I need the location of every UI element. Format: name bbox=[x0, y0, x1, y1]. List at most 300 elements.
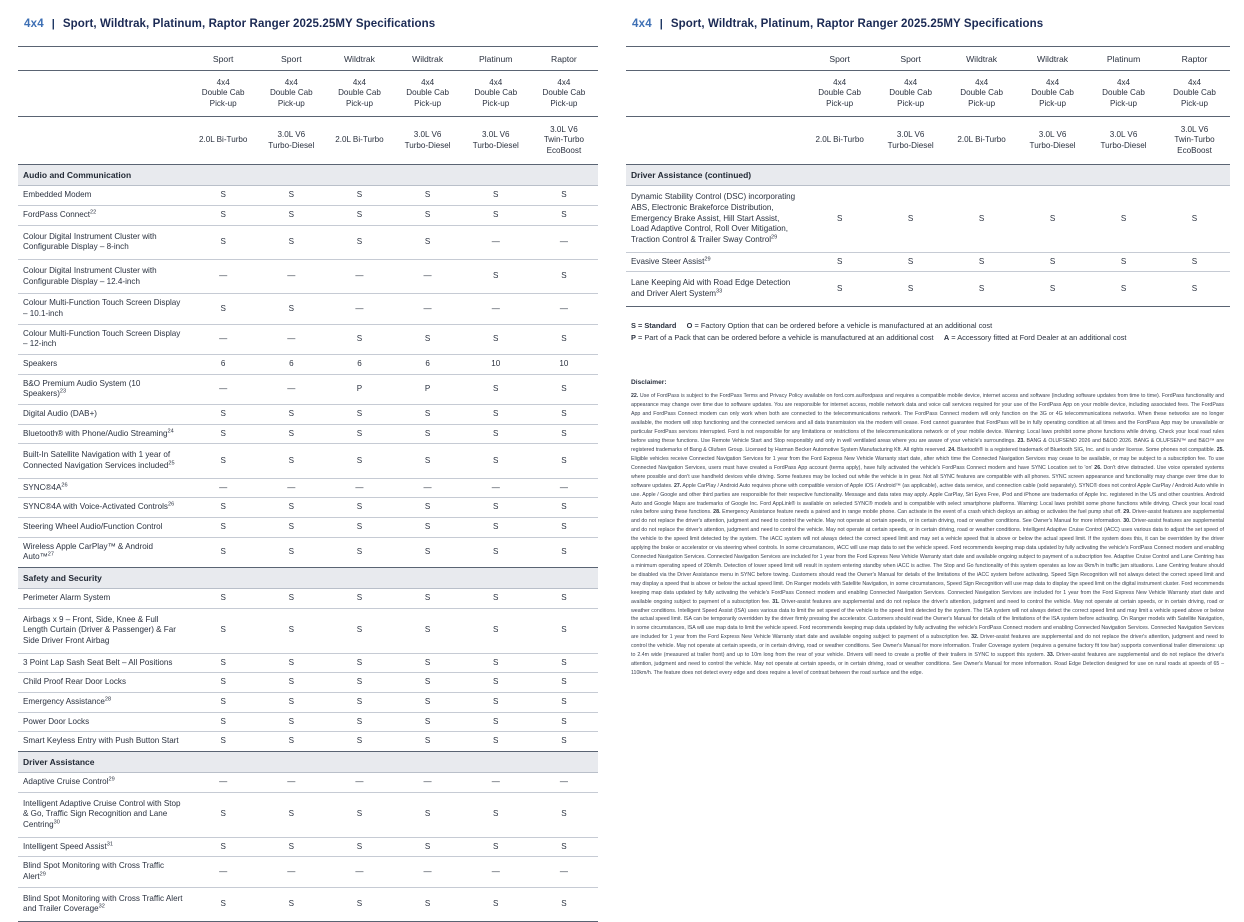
footnote-marker: 26 bbox=[61, 481, 68, 488]
availability-cell: S bbox=[394, 205, 462, 225]
availability-cell: S bbox=[530, 608, 598, 653]
row-label: Airbags x 9 – Front, Side, Knee & Full Length Curtain (Driver & Passenger) & Far Side Driver Front Airbag bbox=[18, 608, 189, 653]
availability-cell: S bbox=[394, 404, 462, 424]
row-label: Intelligent Speed Assist$^{31}$ bbox=[18, 837, 189, 857]
availability-cell: S bbox=[530, 588, 598, 608]
table-row bbox=[626, 252, 1230, 272]
column-header-trim: Sport bbox=[257, 47, 325, 71]
section-header-row bbox=[626, 165, 1230, 186]
table-row bbox=[626, 272, 1230, 306]
row-label: SYNC®4A with Voice-Activated Controls$^{26}$ bbox=[18, 498, 189, 518]
availability-cell: S bbox=[257, 732, 325, 752]
availability-cell: S bbox=[325, 186, 393, 206]
availability-cell: S bbox=[394, 673, 462, 693]
availability-cell: S bbox=[462, 588, 530, 608]
disclaimer-block bbox=[626, 379, 1230, 678]
availability-cell: S bbox=[462, 608, 530, 653]
availability-cell: S bbox=[394, 692, 462, 712]
availability-cell: — bbox=[394, 772, 462, 792]
availability-cell: S bbox=[1159, 272, 1230, 306]
availability-cell: S bbox=[394, 608, 462, 653]
footnote-marker: 28 bbox=[104, 696, 112, 703]
engine-value: 2.0L Bi-Turbo bbox=[946, 117, 1017, 165]
header-separator: | bbox=[659, 18, 663, 30]
footnote-marker: 29 bbox=[771, 234, 778, 241]
row-label: Lane Keeping Aid with Road Edge Detection and Driver Alert System$^{33}$ bbox=[626, 272, 804, 306]
availability-cell: S bbox=[394, 792, 462, 837]
column-header-bodystyle: 4x4 Double Cab Pick-up bbox=[946, 71, 1017, 117]
page-left bbox=[0, 0, 612, 914]
legend-line-1 bbox=[631, 320, 1230, 333]
availability-cell: — bbox=[462, 772, 530, 792]
availability-cell: S bbox=[394, 444, 462, 478]
column-header-bodystyle: 4x4 Double Cab Pick-up bbox=[189, 71, 257, 117]
availability-cell: S bbox=[530, 324, 598, 354]
table-row bbox=[18, 374, 598, 404]
page-right bbox=[612, 0, 1244, 700]
availability-cell: S bbox=[189, 588, 257, 608]
availability-cell: S bbox=[257, 792, 325, 837]
table-row bbox=[18, 653, 598, 673]
row-label: Dynamic Stability Control (DSC) incorporating ABS, Electronic Brakeforce Distribution, Emergency Brake Assist, Hill Start Assist, Load Adaptive Control, Roll Over Mitigation, Traction Control & Trailer Sway Control$^{29}$ bbox=[626, 186, 804, 252]
availability-cell: S bbox=[394, 517, 462, 537]
table-row bbox=[18, 498, 598, 518]
row-label: Speakers bbox=[18, 354, 189, 374]
footnote-marker: 24 bbox=[167, 427, 174, 434]
availability-cell: S bbox=[189, 653, 257, 673]
availability-cell: S bbox=[189, 732, 257, 752]
availability-cell: S bbox=[325, 498, 393, 518]
engine-value: 3.0L V6 Turbo-Diesel bbox=[257, 117, 325, 165]
engine-value: 3.0L V6 Twin-Turbo EcoBoost bbox=[1159, 117, 1230, 165]
availability-cell: S bbox=[189, 517, 257, 537]
table-row bbox=[18, 857, 598, 887]
footnote-marker: 31 bbox=[106, 840, 113, 847]
column-header-bodystyle: 4x4 Double Cab Pick-up bbox=[1088, 71, 1159, 117]
row-label: Wireless Apple CarPlay™ & Android Auto™$^{27}$ bbox=[18, 537, 189, 567]
availability-cell: S bbox=[189, 404, 257, 424]
availability-cell: S bbox=[804, 186, 875, 252]
availability-cell: — bbox=[257, 857, 325, 887]
availability-cell: S bbox=[325, 444, 393, 478]
availability-cell: S bbox=[257, 608, 325, 653]
availability-cell: S bbox=[257, 887, 325, 921]
availability-cell: S bbox=[462, 374, 530, 404]
availability-cell: 6 bbox=[257, 354, 325, 374]
engine-value: 3.0L V6 Turbo-Diesel bbox=[1017, 117, 1088, 165]
column-header-bodystyle: 4x4 Double Cab Pick-up bbox=[1159, 71, 1230, 117]
footnote-marker: 25 bbox=[168, 460, 175, 467]
availability-cell: S bbox=[1159, 252, 1230, 272]
availability-cell: S bbox=[1159, 186, 1230, 252]
availability-cell: S bbox=[462, 887, 530, 921]
availability-cell: S bbox=[394, 225, 462, 259]
availability-cell: S bbox=[325, 517, 393, 537]
availability-cell: S bbox=[462, 732, 530, 752]
row-label: Colour Multi-Function Touch Screen Display – 10.1-inch bbox=[18, 294, 189, 324]
page-title: Sport, Wildtrak, Platinum, Raptor Ranger 2025.25MY Specifications bbox=[670, 18, 1044, 30]
spec-table-left bbox=[18, 46, 598, 922]
availability-cell: — bbox=[462, 478, 530, 498]
table-row bbox=[18, 225, 598, 259]
table-row bbox=[18, 887, 598, 921]
availability-cell: S bbox=[257, 653, 325, 673]
availability-cell: — bbox=[325, 857, 393, 887]
column-header-bodystyle: 4x4 Double Cab Pick-up bbox=[257, 71, 325, 117]
availability-cell: S bbox=[394, 837, 462, 857]
row-label: Colour Digital Instrument Cluster with Configurable Display – 8-inch bbox=[18, 225, 189, 259]
availability-cell: — bbox=[189, 259, 257, 293]
availability-cell: S bbox=[325, 424, 393, 444]
availability-cell: — bbox=[325, 259, 393, 293]
table-row bbox=[18, 732, 598, 752]
availability-cell: — bbox=[462, 294, 530, 324]
availability-cell: — bbox=[257, 772, 325, 792]
availability-cell: S bbox=[946, 252, 1017, 272]
section-title: Driver Assistance bbox=[18, 751, 598, 772]
availability-cell: S bbox=[462, 692, 530, 712]
legend-factory-option: O = Factory Option that can be ordered before a vehicle is manufactured at an additional cost bbox=[686, 320, 993, 330]
availability-cell: 6 bbox=[394, 354, 462, 374]
column-header-bodystyle: 4x4 Double Cab Pick-up bbox=[804, 71, 875, 117]
availability-cell: S bbox=[462, 259, 530, 293]
engine-value: 2.0L Bi-Turbo bbox=[189, 117, 257, 165]
table-row bbox=[18, 772, 598, 792]
table-row bbox=[18, 537, 598, 567]
row-label: Blind Spot Monitoring with Cross Traffic Alert$^{29}$ bbox=[18, 857, 189, 887]
availability-cell: S bbox=[257, 712, 325, 732]
availability-cell: S bbox=[325, 673, 393, 693]
row-label: B&O Premium Audio System (10 Speakers)$^{23}$ bbox=[18, 374, 189, 404]
availability-cell: S bbox=[946, 186, 1017, 252]
row-label: Bluetooth® with Phone/Audio Streaming$^{24}$ bbox=[18, 424, 189, 444]
table-row bbox=[18, 517, 598, 537]
availability-cell: S bbox=[189, 444, 257, 478]
footnote-marker: 26 bbox=[167, 501, 175, 508]
availability-cell: — bbox=[325, 772, 393, 792]
section-title: Audio and Communication bbox=[18, 165, 598, 186]
availability-cell: — bbox=[325, 478, 393, 498]
section-title: Driver Assistance (continued) bbox=[626, 165, 1230, 186]
availability-cell: S bbox=[530, 205, 598, 225]
availability-cell: S bbox=[325, 653, 393, 673]
table-header-trims bbox=[18, 47, 598, 71]
footnote-marker: 29 bbox=[108, 776, 115, 783]
column-header-bodystyle: 4x4 Double Cab Pick-up bbox=[875, 71, 946, 117]
drivetrain-badge: 4x4 bbox=[24, 18, 44, 30]
availability-cell: S bbox=[189, 837, 257, 857]
row-label: Perimeter Alarm System bbox=[18, 588, 189, 608]
column-header-trim: Platinum bbox=[1088, 47, 1159, 71]
availability-cell: S bbox=[462, 837, 530, 857]
availability-cell: S bbox=[325, 692, 393, 712]
availability-cell: S bbox=[1017, 272, 1088, 306]
availability-cell: S bbox=[875, 186, 946, 252]
footnote-marker: 30 bbox=[53, 819, 60, 826]
disclaimer-heading: Disclaimer: bbox=[631, 379, 667, 387]
availability-cell: S bbox=[257, 444, 325, 478]
availability-cell: — bbox=[257, 478, 325, 498]
availability-cell: S bbox=[325, 732, 393, 752]
row-label: 3 Point Lap Sash Seat Belt – All Positions bbox=[18, 653, 189, 673]
availability-cell: — bbox=[530, 857, 598, 887]
availability-cell: — bbox=[257, 374, 325, 404]
legend bbox=[626, 320, 1230, 346]
availability-cell: — bbox=[257, 259, 325, 293]
availability-cell: — bbox=[530, 225, 598, 259]
page-title: Sport, Wildtrak, Platinum, Raptor Ranger 2025.25MY Specifications bbox=[62, 18, 436, 30]
availability-cell: S bbox=[530, 374, 598, 404]
page-header bbox=[24, 18, 598, 30]
availability-cell: S bbox=[394, 887, 462, 921]
availability-cell: — bbox=[394, 478, 462, 498]
header-separator: | bbox=[51, 18, 55, 30]
availability-cell: S bbox=[257, 186, 325, 206]
availability-cell: S bbox=[530, 692, 598, 712]
drivetrain-badge: 4x4 bbox=[632, 18, 652, 30]
availability-cell: S bbox=[875, 252, 946, 272]
availability-cell: S bbox=[257, 673, 325, 693]
column-header-trim: Sport bbox=[189, 47, 257, 71]
availability-cell: S bbox=[257, 225, 325, 259]
availability-cell: — bbox=[462, 857, 530, 887]
row-label-engine bbox=[18, 117, 189, 165]
availability-cell: S bbox=[1017, 252, 1088, 272]
row-label: Digital Audio (DAB+) bbox=[18, 404, 189, 424]
availability-cell: — bbox=[394, 294, 462, 324]
table-header-bodystyles bbox=[18, 71, 598, 117]
availability-cell: S bbox=[189, 186, 257, 206]
spec-table-left-body bbox=[18, 47, 598, 922]
availability-cell: S bbox=[325, 537, 393, 567]
availability-cell: — bbox=[189, 772, 257, 792]
availability-cell: — bbox=[394, 857, 462, 887]
availability-cell: S bbox=[530, 537, 598, 567]
availability-cell: S bbox=[189, 225, 257, 259]
engine-value: 3.0L V6 Turbo-Diesel bbox=[1088, 117, 1159, 165]
availability-cell: S bbox=[189, 792, 257, 837]
availability-cell: S bbox=[257, 517, 325, 537]
row-label: Blind Spot Monitoring with Cross Traffic Alert and Trailer Coverage$^{32}$ bbox=[18, 887, 189, 921]
availability-cell: S bbox=[530, 653, 598, 673]
availability-cell: — bbox=[530, 478, 598, 498]
row-label: Intelligent Adaptive Cruise Control with Stop & Go, Traffic Sign Recognition and Lane Centring$^{30}$ bbox=[18, 792, 189, 837]
footnote-marker: 32 bbox=[98, 903, 105, 910]
availability-cell: S bbox=[875, 272, 946, 306]
availability-cell: 6 bbox=[189, 354, 257, 374]
legend-pack: P = Part of a Pack that can be ordered before a vehicle is manufactured at an additional cost bbox=[631, 333, 934, 343]
legend-standard: S = Standard bbox=[631, 320, 677, 330]
availability-cell: S bbox=[257, 837, 325, 857]
table-row bbox=[18, 354, 598, 374]
engine-value: 2.0L Bi-Turbo bbox=[325, 117, 393, 165]
column-header-bodystyle: 4x4 Double Cab Pick-up bbox=[325, 71, 393, 117]
row-label: Evasive Steer Assist$^{29}$ bbox=[626, 252, 804, 272]
column-header-trim: Wildtrak bbox=[1017, 47, 1088, 71]
availability-cell: S bbox=[530, 732, 598, 752]
availability-cell: S bbox=[189, 692, 257, 712]
availability-cell: — bbox=[325, 294, 393, 324]
row-label: Emergency Assistance$^{28}$ bbox=[18, 692, 189, 712]
column-header-trim: Sport bbox=[804, 47, 875, 71]
availability-cell: — bbox=[530, 772, 598, 792]
availability-cell: 6 bbox=[325, 354, 393, 374]
table-row-engine bbox=[18, 117, 598, 165]
section-header-row bbox=[18, 165, 598, 186]
engine-value: 3.0L V6 Turbo-Diesel bbox=[875, 117, 946, 165]
availability-cell: — bbox=[257, 324, 325, 354]
row-label: Colour Digital Instrument Cluster with Configurable Display – 12.4-inch bbox=[18, 259, 189, 293]
column-header-bodystyle: 4x4 Double Cab Pick-up bbox=[394, 71, 462, 117]
availability-cell: S bbox=[325, 205, 393, 225]
row-label-engine bbox=[626, 117, 804, 165]
availability-cell: S bbox=[189, 673, 257, 693]
footnote-marker: 29 bbox=[39, 871, 46, 878]
row-label: Steering Wheel Audio/Function Control bbox=[18, 517, 189, 537]
engine-value: 3.0L V6 Turbo-Diesel bbox=[462, 117, 530, 165]
column-header-trim: Raptor bbox=[1159, 47, 1230, 71]
availability-cell: S bbox=[189, 294, 257, 324]
section-header-row bbox=[18, 567, 598, 588]
availability-cell: P bbox=[325, 374, 393, 404]
section-header-row bbox=[18, 751, 598, 772]
table-row bbox=[18, 588, 598, 608]
availability-cell: S bbox=[189, 537, 257, 567]
column-header-bodystyle: 4x4 Double Cab Pick-up bbox=[1017, 71, 1088, 117]
availability-cell: S bbox=[530, 259, 598, 293]
availability-cell: S bbox=[462, 498, 530, 518]
header-spacer bbox=[626, 71, 804, 117]
table-header-bodystyles bbox=[626, 71, 1230, 117]
availability-cell: S bbox=[189, 205, 257, 225]
availability-cell: S bbox=[325, 324, 393, 354]
availability-cell: S bbox=[530, 404, 598, 424]
footnote-marker: 33 bbox=[716, 288, 723, 295]
availability-cell: S bbox=[530, 887, 598, 921]
availability-cell: S bbox=[1088, 186, 1159, 252]
page-header-right bbox=[632, 18, 1230, 30]
availability-cell: S bbox=[189, 498, 257, 518]
availability-cell: S bbox=[394, 588, 462, 608]
spec-table-right bbox=[626, 46, 1230, 307]
availability-cell: S bbox=[804, 272, 875, 306]
availability-cell: S bbox=[325, 837, 393, 857]
availability-cell: S bbox=[530, 792, 598, 837]
row-label: Colour Multi-Function Touch Screen Display – 12-inch bbox=[18, 324, 189, 354]
availability-cell: S bbox=[530, 186, 598, 206]
row-label: FordPass Connect$^{22}$ bbox=[18, 205, 189, 225]
table-row bbox=[18, 404, 598, 424]
availability-cell: S bbox=[257, 498, 325, 518]
availability-cell: S bbox=[325, 792, 393, 837]
availability-cell: S bbox=[462, 537, 530, 567]
availability-cell: S bbox=[462, 444, 530, 478]
availability-cell: — bbox=[462, 225, 530, 259]
availability-cell: S bbox=[394, 324, 462, 354]
availability-cell: S bbox=[1088, 272, 1159, 306]
availability-cell: — bbox=[394, 259, 462, 293]
availability-cell: S bbox=[804, 252, 875, 272]
table-row bbox=[18, 259, 598, 293]
table-row bbox=[18, 324, 598, 354]
availability-cell: — bbox=[189, 324, 257, 354]
table-row bbox=[18, 712, 598, 732]
header-spacer bbox=[18, 47, 189, 71]
availability-cell: S bbox=[189, 608, 257, 653]
availability-cell: S bbox=[394, 186, 462, 206]
availability-cell: S bbox=[462, 673, 530, 693]
header-spacer bbox=[18, 71, 189, 117]
column-header-trim: Wildtrak bbox=[394, 47, 462, 71]
availability-cell: S bbox=[325, 887, 393, 921]
availability-cell: S bbox=[462, 653, 530, 673]
availability-cell: S bbox=[257, 692, 325, 712]
availability-cell: S bbox=[530, 712, 598, 732]
row-label: Adaptive Cruise Control$^{29}$ bbox=[18, 772, 189, 792]
table-row bbox=[18, 205, 598, 225]
row-label: Smart Keyless Entry with Push Button Start bbox=[18, 732, 189, 752]
column-header-trim: Raptor bbox=[530, 47, 598, 71]
table-row bbox=[18, 294, 598, 324]
availability-cell: S bbox=[530, 424, 598, 444]
column-header-trim: Sport bbox=[875, 47, 946, 71]
table-row-engine bbox=[626, 117, 1230, 165]
table-row bbox=[18, 478, 598, 498]
table-row bbox=[18, 837, 598, 857]
availability-cell: — bbox=[189, 857, 257, 887]
availability-cell: S bbox=[462, 205, 530, 225]
availability-cell: S bbox=[462, 424, 530, 444]
row-label: Power Door Locks bbox=[18, 712, 189, 732]
table-row bbox=[18, 608, 598, 653]
availability-cell: S bbox=[462, 186, 530, 206]
availability-cell: S bbox=[325, 712, 393, 732]
column-header-trim: Wildtrak bbox=[325, 47, 393, 71]
availability-cell: S bbox=[946, 272, 1017, 306]
table-header-trims bbox=[626, 47, 1230, 71]
footnote-marker: 23 bbox=[59, 388, 67, 395]
availability-cell: S bbox=[189, 887, 257, 921]
availability-cell: S bbox=[394, 712, 462, 732]
row-label: Embedded Modem bbox=[18, 186, 189, 206]
availability-cell: S bbox=[325, 608, 393, 653]
availability-cell: — bbox=[530, 294, 598, 324]
availability-cell: S bbox=[257, 205, 325, 225]
table-row bbox=[18, 692, 598, 712]
section-title: Safety and Security bbox=[18, 567, 598, 588]
engine-value: 2.0L Bi-Turbo bbox=[804, 117, 875, 165]
footnote-marker: 22 bbox=[90, 209, 97, 216]
availability-cell: S bbox=[462, 792, 530, 837]
table-row bbox=[18, 186, 598, 206]
availability-cell: S bbox=[257, 424, 325, 444]
availability-cell: S bbox=[257, 588, 325, 608]
availability-cell: S bbox=[394, 424, 462, 444]
availability-cell: S bbox=[462, 517, 530, 537]
availability-cell: S bbox=[257, 294, 325, 324]
row-label: $SYNC®4A^{26}$ bbox=[18, 478, 189, 498]
legend-accessory: A = Accessory fitted at Ford Dealer at an additional cost bbox=[943, 333, 1127, 343]
availability-cell: S bbox=[530, 517, 598, 537]
availability-cell: S bbox=[257, 404, 325, 424]
engine-value: 3.0L V6 Turbo-Diesel bbox=[394, 117, 462, 165]
availability-cell: 10 bbox=[530, 354, 598, 374]
availability-cell: S bbox=[1017, 186, 1088, 252]
availability-cell: S bbox=[394, 732, 462, 752]
legend-line-2 bbox=[631, 332, 1230, 345]
column-header-bodystyle: 4x4 Double Cab Pick-up bbox=[530, 71, 598, 117]
column-header-bodystyle: 4x4 Double Cab Pick-up bbox=[462, 71, 530, 117]
